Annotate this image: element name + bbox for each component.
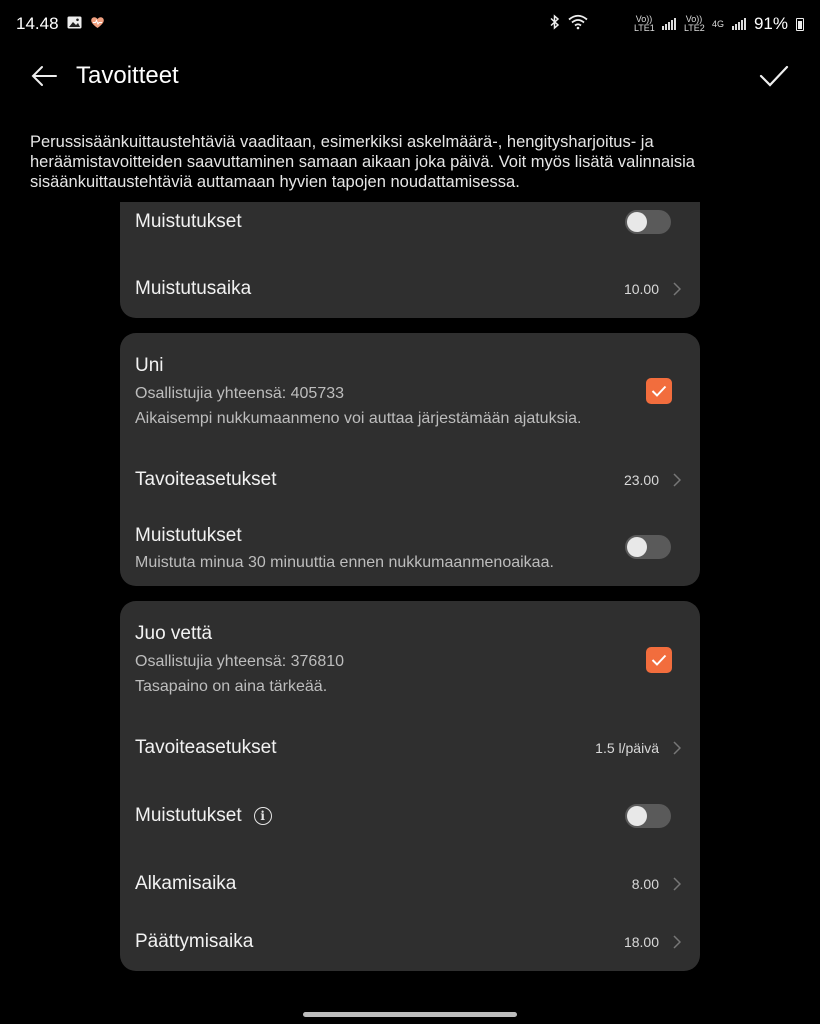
reminders-label: Muistutukset: [135, 211, 242, 232]
confirm-check-icon[interactable]: [756, 58, 792, 94]
water-start-time-label: Alkamisaika: [135, 873, 237, 894]
water-end-time-value: 18.00: [623, 934, 659, 950]
water-start-time-row[interactable]: [120, 863, 700, 905]
battery-percent: 91%: [753, 14, 788, 33]
status-bar: [0, 0, 820, 48]
sleep-reminders-toggle[interactable]: [625, 535, 671, 559]
sleep-participants: Osallistujia yhteensä: 405733: [135, 385, 345, 402]
sleep-goal-checkbox[interactable]: [646, 378, 672, 404]
sleep-reminders-sub: Muistuta minua 30 minuuttia ennen nukkumaanmenoaikaa.: [135, 554, 554, 571]
chevron-right-icon: [669, 740, 685, 756]
sim2-signal-icon: [732, 18, 746, 30]
water-goal-settings-row[interactable]: [120, 727, 700, 769]
sleep-reminders-label: Muistutukset: [135, 525, 242, 546]
sleep-description: Aikaisempi nukkumaanmeno voi auttaa järjestämään ajatuksia.: [135, 410, 582, 427]
reminder-time-value: 10.00: [623, 281, 659, 297]
sim2-label: Vo)) LTE2: [683, 14, 705, 33]
chevron-right-icon: [669, 472, 685, 488]
water-goal-card: [120, 601, 700, 971]
water-reminders-row: [120, 795, 700, 837]
gallery-icon: [67, 14, 82, 34]
water-start-time-value: 8.00: [631, 876, 659, 892]
reminders-row: [120, 202, 700, 242]
sim1-label: Vo)) LTE1: [633, 14, 655, 33]
sleep-goal-title: Uni: [135, 355, 164, 376]
water-end-time-row[interactable]: [120, 921, 700, 963]
health-heart-icon: [90, 14, 105, 34]
water-end-time-label: Päättymisaika: [135, 931, 254, 952]
home-indicator[interactable]: [303, 1012, 517, 1017]
chevron-right-icon: [669, 934, 685, 950]
reminders-toggle[interactable]: [625, 210, 671, 234]
sleep-goal-settings-label: Tavoiteasetukset: [135, 469, 277, 490]
water-reminders-toggle[interactable]: [625, 804, 671, 828]
battery-icon: [796, 18, 804, 31]
sleep-goal-settings-value: 23.00: [623, 472, 659, 488]
water-goal-title: Juo vettä: [135, 623, 213, 644]
water-goal-checkbox[interactable]: [646, 647, 672, 673]
sleep-goal-card: [120, 333, 700, 586]
water-goal-settings-value: 1.5 l/päivä: [595, 740, 659, 756]
reminder-time-row[interactable]: [120, 268, 700, 310]
app-bar: [0, 48, 820, 104]
water-participants: Osallistujia yhteensä: 376810: [135, 653, 345, 670]
sleep-goal-settings-row[interactable]: [120, 459, 700, 501]
status-time: 14.48: [16, 14, 59, 33]
sim1-signal-icon: [662, 18, 676, 30]
chevron-right-icon: [669, 281, 685, 297]
reminder-time-label: Muistutusaika: [135, 278, 252, 299]
intro-description: Perussisäänkuittaustehtäviä vaaditaan, esimerkiksi askelmäärä-, hengitysharjoitus- ja heräämistavoitteiden saavuttaminen samaan aikaan joka päivä. Voit myös lisätä valinnaisia sisäänkuittaustehtäviä auttamaan hyvien tapojen noudattamisessa.: [30, 133, 695, 191]
network-type-label: 4G: [711, 18, 724, 29]
water-goal-settings-label: Tavoiteasetukset: [135, 737, 277, 758]
water-reminders-label: Muistutukset: [135, 805, 242, 826]
back-arrow-icon[interactable]: [28, 60, 60, 92]
chevron-right-icon: [669, 876, 685, 892]
info-icon[interactable]: i: [254, 807, 272, 825]
page-title: Tavoitteet: [76, 62, 179, 89]
reminder-card: [120, 202, 700, 318]
bluetooth-icon: [549, 14, 560, 35]
wifi-icon: [568, 14, 588, 35]
water-description: Tasapaino on aina tärkeää.: [135, 678, 328, 695]
